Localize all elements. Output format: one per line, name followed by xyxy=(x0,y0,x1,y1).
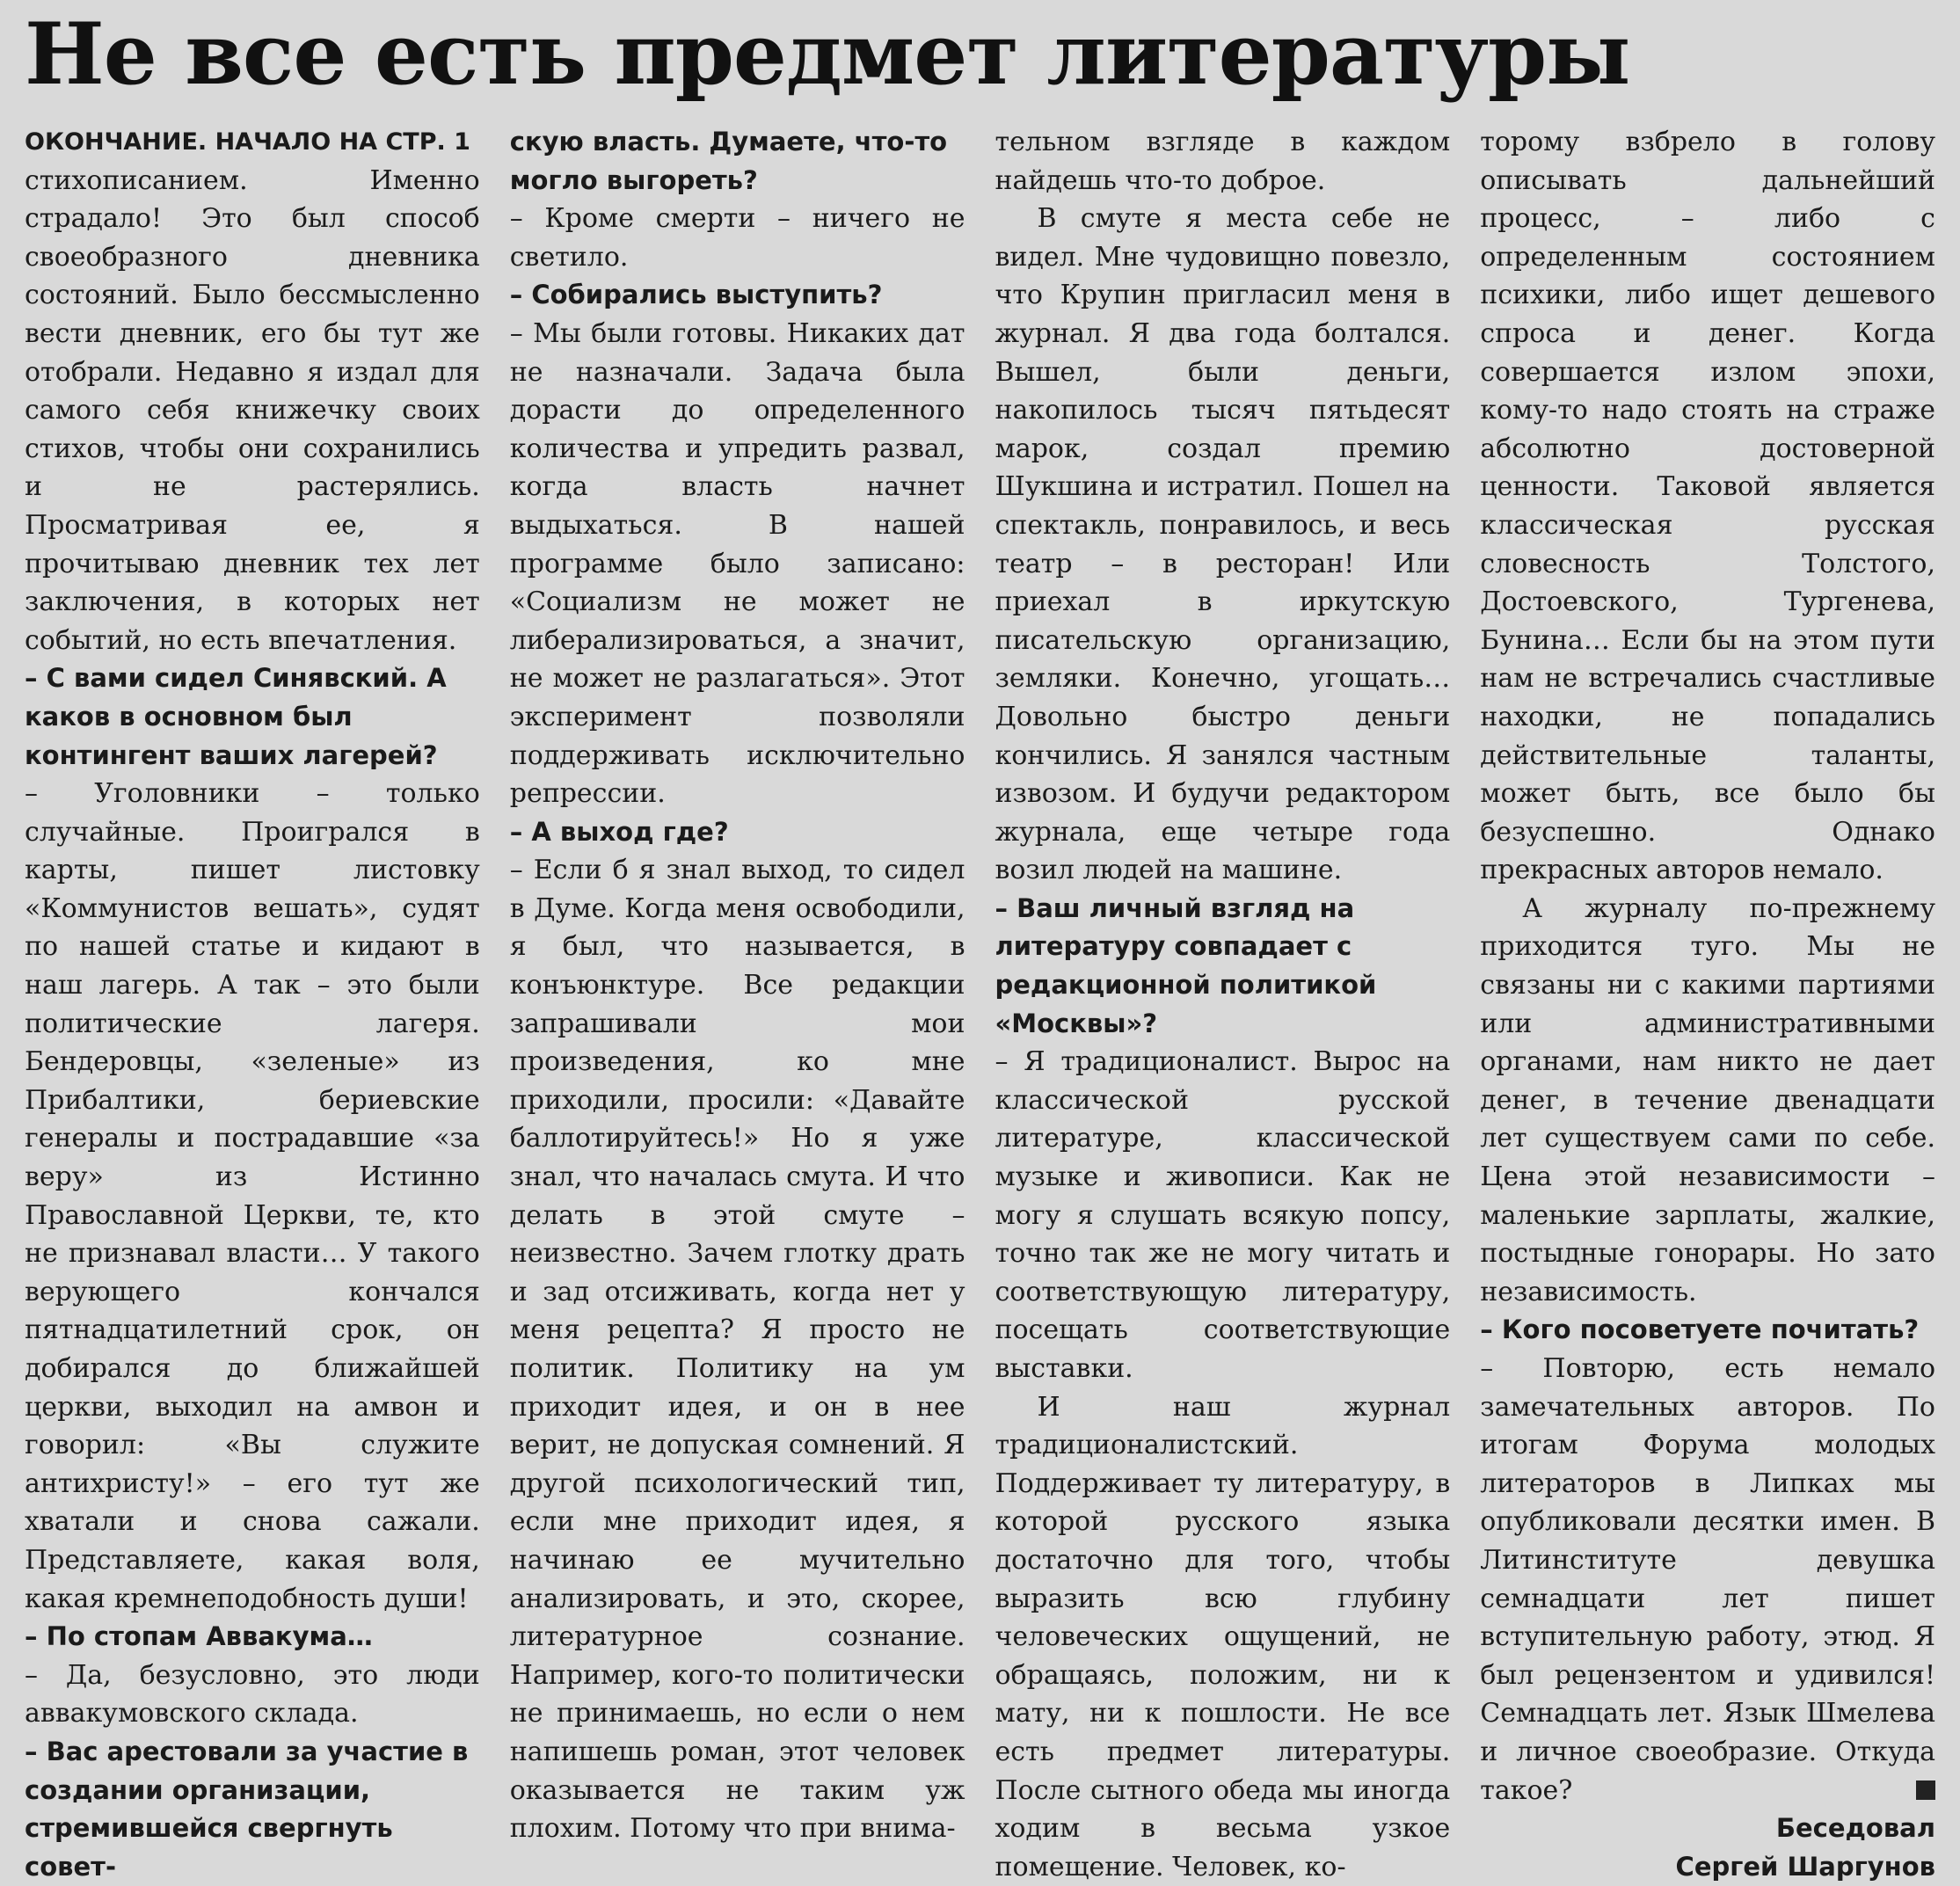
interview-question: – По стопам Аввакума… xyxy=(25,1621,373,1652)
answer-paragraph: торому взбрело в голову описывать дальнейший процесс, – либо с определенным состоянием психики, либо ищет дешевого спроса и денег. Когда совершается излом эпохи, кому-то надо стоять на страже абсолютно достоверной ценности. Таковой является классическая русская словесность Толстого, Достоевского, Тургенева, Бунина… Если бы на этом пути нам не встречались счастливые находки, не попадались действительные таланты, может быть, все было бы безуспешно. Однако прекрасных авторов немало. xyxy=(1480,127,1935,886)
answer-paragraph: – Если б я знал выход, то сидел в Думе. Когда меня освободили, я был, что называется, в конъюнктуре. Все редакции запрашивали мои произведения, ко мне приходили, просили: «Давайте баллотируйтесь!» Но я уже знал, что началась смута. И что делать в этой смуте – неизвестно. Зачем глотку драть и зад отсиживать, когда нет у меня рецепта? Я просто не политик. Политику на ум приходит идея, и он в нее верит, не допуская сомнений. Я другой психологический тип, если мне приходит идея, я начинаю ее мучительно анализировать, и это, скорее, литературное сознание. Например, кого-то политически не принимаешь, но если о нем напишешь роман, этот человек оказывается не таким уж плохим. Потому что при внима- xyxy=(509,855,965,1845)
interview-question: – Ваш личный взгляд на литературу совпадает с редакционной политикой «Москвы»? xyxy=(995,892,1377,1038)
continuation-note: ОКОНЧАНИЕ. НАЧАЛО НА СТР. 1 xyxy=(25,128,470,156)
answer-paragraph: – Да, безусловно, это люди аввакумовского склада. xyxy=(25,1659,480,1729)
interview-question: – Вас арестовали за участие в создании организации, стремившейся свергнуть совет- xyxy=(25,1736,469,1882)
end-square-icon xyxy=(1916,1780,1935,1800)
answer-paragraph: – Мы были готовы. Никаких дат не назначали. Задача была дорасти до определенного количества и упредить развал, когда власть начнет выдыхаться. В нашей программе было записано: «Социализм не может не либерализироваться, а значит, не может не разлагаться». Этот эксперимент позволяли поддерживать исключительно репрессии. xyxy=(509,317,965,810)
interview-question: – С вами сидел Синявский. А каков в основном был контингент ваших лагерей? xyxy=(25,663,447,770)
interview-question: – Собирались выступить? xyxy=(509,280,883,310)
column-4 xyxy=(1480,123,1935,1882)
article-columns xyxy=(25,123,1935,1882)
answer-paragraph: – Уголовники – только случайные. Проигрался в карты, пишет листовку «Коммунистов вешать», судят по нашей статье и кидают в наш лагерь. А так – это были политические лагеря. Бендеровцы, «зеленые» из Прибалтики, бериевские генералы и пострадавшие «за веру» из Истинно Православной Церкви, те, кто не признавал власти… У такого верующего кончался пятнадцатилетний срок, он добирался до ближайшей церкви, выходил на амвон и говорил: «Вы служите антихристу!» – его тут же хватали и снова сажали. Представляете, какая воля, какая кремнеподобность души! xyxy=(25,778,480,1614)
column-2 xyxy=(509,123,965,1845)
answer-paragraph: стихописанием. Именно страдало! Это был способ своеобразного дневника состояний. Было бессмысленно вести дневник, его бы тут же отобрали. Недавно я издал для самого себя книжечку своих стихов, чтобы они сохранились и не растерялись. Просматривая ее, я прочитываю дневник тех лет заключения, в которых нет событий, но есть впечатления. xyxy=(25,164,480,656)
interview-question: – Кого посоветуете почитать? xyxy=(1480,1314,1920,1345)
answer-paragraph: В смуте я места себе не видел. Мне чудовищно повезло, что Крупин пригласил меня в журнал. Я два года болтался. Вышел, были деньги, накопилось тысяч пятьдесят марок, создал премию Шукшина и истратил. Пошел на спектакль, понравилось, и весь театр – в ресторан! Или приехал в иркутскую писательскую организацию, земляки. Конечно, угощать… Довольно быстро деньги кончились. Я занялся частным извозом. И будучи редактором журнала, еще четыре года возил людей на машине. xyxy=(995,203,1451,886)
answer-paragraph: И наш журнал традиционалистский. Поддерживает ту литературу, в которой русского языка достаточно для того, чтобы выразить всю глубину человеческих ощущений, не обращаясь, положим, ни к мату, ни к пошлости. Не все есть предмет литературы. После сытного обеда мы иногда ходим в весьма узкое помещение. Человек, ко- xyxy=(995,1391,1451,1882)
answer-paragraph: – Кроме смерти – ничего не светило. xyxy=(509,203,965,273)
answer-paragraph: – Повторю, есть немало замечательных авторов. По итогам Форума молодых литераторов в Липках мы опубликовали десятки имен. В Литинституте девушка семнадцати лет пишет вступительную работу, этюд. Я был рецензентом и удивился! Семнадцать лет. Язык Шмелева и личное своеобразие. Откуда такое? xyxy=(1480,1353,1935,1806)
headline: Не все есть предмет литературы xyxy=(25,4,1630,104)
byline xyxy=(1480,1810,1935,1886)
interview-question: скую власть. Думаете, что-то могло выгореть? xyxy=(509,127,948,195)
answer-paragraph: – Я традиционалист. Вырос на классической русской литературе, классической музыке и живописи. Как не могу я слушать всякую попсу, точно так же не могу читать и соответствующую литературу, посещать соответствующие выставки. xyxy=(995,1046,1451,1384)
byline-author: Сергей Шаргунов xyxy=(1675,1851,1935,1882)
column-1 xyxy=(25,123,480,1882)
answer-paragraph: А журналу по-прежнему приходится туго. Мы не связаны ни с какими партиями или административными органами, нам никто не дает денег, в течение двенадцати лет существуем сами по себе. Цена этой независимости – маленькие зарплаты, жалкие, постыдные гонорары. Но зато независимость. xyxy=(1480,892,1935,1307)
column-3 xyxy=(995,123,1451,1882)
byline-label: Беседовал xyxy=(1775,1813,1935,1844)
interview-question: – А выход где? xyxy=(509,816,729,847)
answer-paragraph: тельном взгляде в каждом найдешь что-то доброе. xyxy=(995,127,1451,196)
